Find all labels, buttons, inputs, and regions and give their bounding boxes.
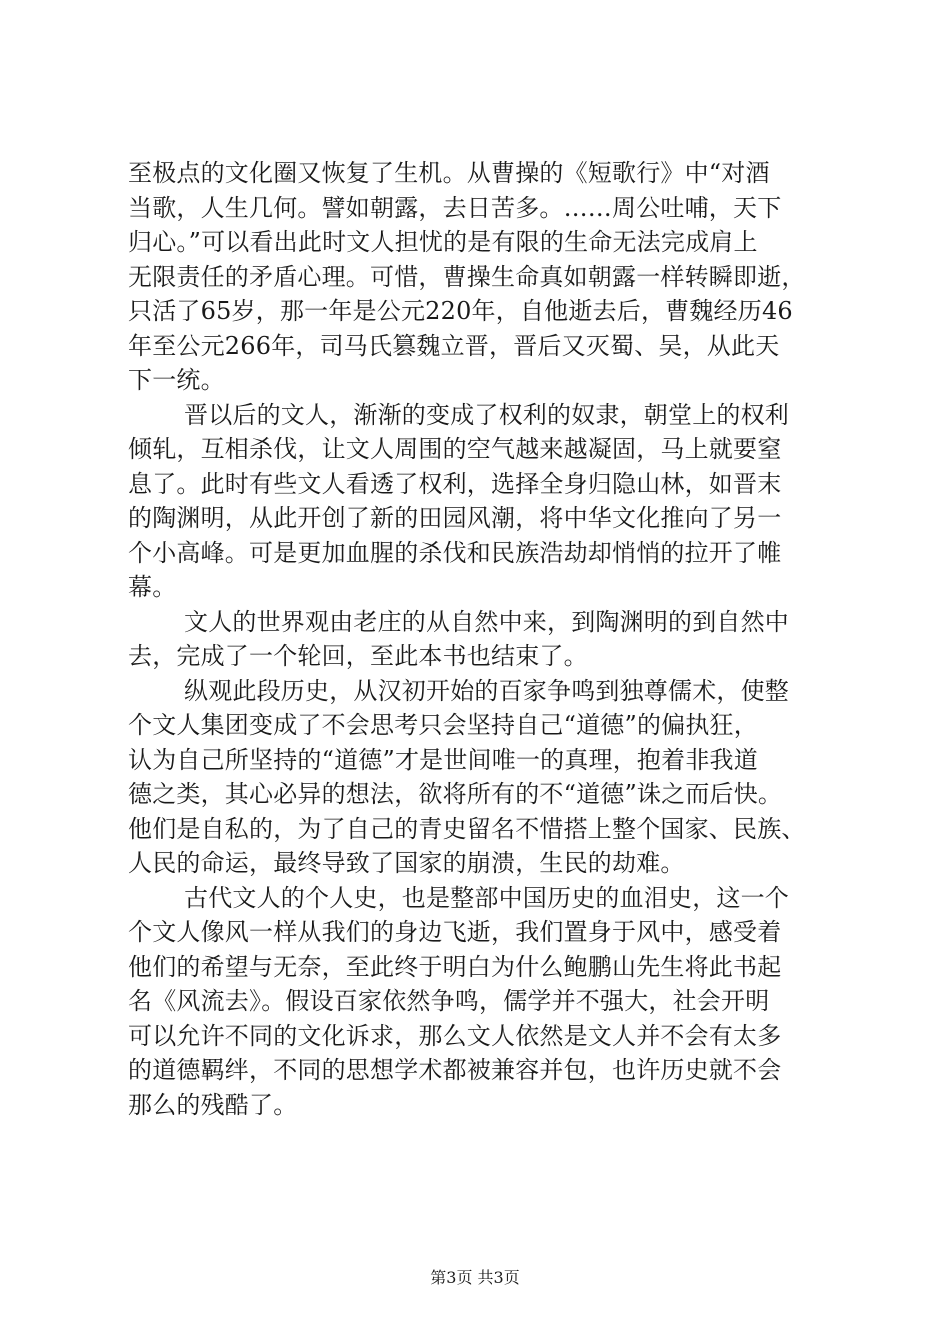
text-line: 年至公元266年，司马氏篡魏立晋，晋后又灭蜀、吴，从此天 xyxy=(128,331,780,360)
text-line: 认为自己所坚持的“道德”才是世间唯一的真理，抱着非我道 xyxy=(128,745,758,774)
text-line: 归心。”可以看出此时文人担忧的是有限的生命无法完成肩上 xyxy=(128,228,758,256)
text-line: 至极点的文化圈又恢复了生机。从曹操的《短歌行》中“对酒 xyxy=(128,159,770,187)
paragraph-first-line: 文人的世界观由老庄的从自然中来，到陶渊明的到自然中 xyxy=(184,607,789,636)
paragraph-first-line: 纵观此段历史，从汉初开始的百家争鸣到独尊儒术，使整 xyxy=(184,676,789,705)
text-line: 只活了65岁，那一年是公元220年，自他逝去后，曹魏经历46 xyxy=(128,297,793,325)
text-line: 当歌，人生几何。譬如朝露，去日苦多。……周公吐哺，天下 xyxy=(128,193,782,222)
text-line: 下一统。 xyxy=(128,366,225,394)
text-line: 可以允许不同的文化诉求，那么文人依然是文人并不会有太多 xyxy=(128,1021,782,1050)
text-line: 名《风流去》。假设百家依然争鸣，儒学并不强大，社会开明 xyxy=(128,987,770,1015)
document-body xyxy=(128,156,834,1122)
text-line: 的道德羁绊，不同的思想学术都被兼容并包，也许历史就不会 xyxy=(128,1056,782,1084)
text-line: 他们是自私的，为了自己的青史留名不惜搭上整个国家、民族、 xyxy=(128,814,806,843)
text-line: 幕。 xyxy=(128,573,177,601)
text-line: 个文人像风一样从我们的身边飞逝，我们置身于风中，感受着 xyxy=(128,918,782,946)
text-line: 去，完成了一个轮回，至此本书也结束了。 xyxy=(128,642,588,670)
paragraph-first-line: 晋以后的文人，渐渐的变成了权利的奴隶，朝堂上的权利 xyxy=(184,400,789,429)
text-line: 人民的命运，最终导致了国家的崩溃，生民的劫难。 xyxy=(128,849,685,877)
text-line: 德之类，其心必异的想法，欲将所有的不“道德”诛之而后快。 xyxy=(128,780,783,808)
text-line: 他们的希望与无奈，至此终于明白为什么鲍鹏山先生将此书起 xyxy=(128,952,782,981)
text-line: 的陶渊明，从此开创了新的田园风潮，将中华文化推向了另一 xyxy=(128,504,782,532)
text-line: 那么的残酷了。 xyxy=(128,1090,298,1119)
text-line: 无限责任的矛盾心理。可惜，曹操生命真如朝露一样转瞬即逝， xyxy=(128,262,806,291)
page-number: 第3页 共3页 xyxy=(430,1268,520,1287)
text-line: 息了。此时有些文人看透了权利，选择全身归隐山林，如晋末 xyxy=(128,469,782,498)
text-line: 个文人集团变成了不会思考只会坚持自己“道德”的偏执狂， xyxy=(128,711,758,739)
text-line: 倾轧，互相杀伐，让文人周围的空气越来越凝固，马上就要窒 xyxy=(128,435,782,463)
paragraph-first-line: 古代文人的个人史，也是整部中国历史的血泪史，这一个 xyxy=(184,883,789,912)
page-footer xyxy=(0,1268,950,1288)
text-line: 个小高峰。可是更加血腥的杀伐和民族浩劫却悄悄的拉开了帷 xyxy=(128,538,782,567)
